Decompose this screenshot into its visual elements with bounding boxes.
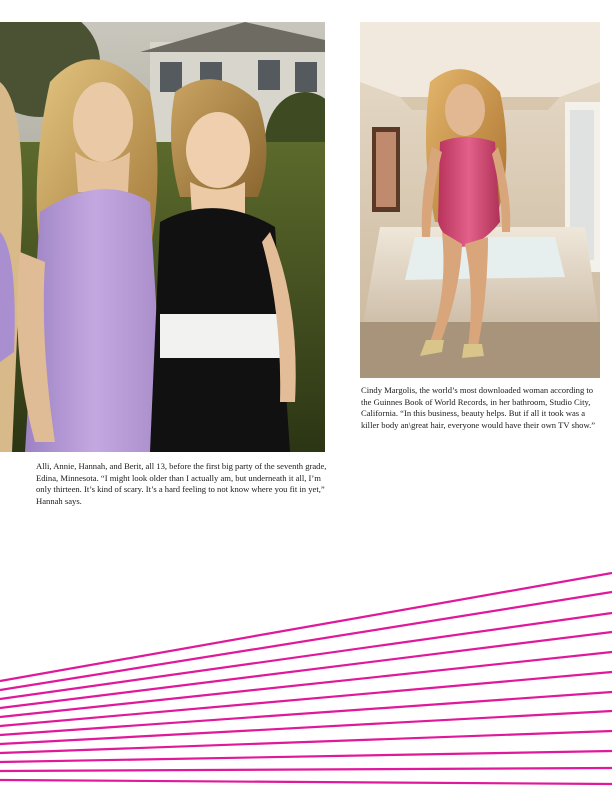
photo-woman-bathroom [360,22,600,378]
photo-caption-left: Alli, Annie, Hannah, and Berit, all 13, before the first big party of the seventh grade, Edina, Minnesota. “I might look older than I actually am, but underneath it all, I’m only thirteen. It’s kind of scary. It’s a hard feeling to not know where you fit in yet,” Hannah says. [36,461,327,506]
woman-in-bathroom-photo [360,22,600,378]
teen-girls-party-photo [0,22,325,452]
photo-caption-right: Cindy Margolis, the world’s most downloaded woman according to the Guinnes Book of World Records, in her bathroom, Studio City, California. “In this business, beauty helps. But if all it took was a killer body an\great hair, everyone would have their own TV show.” [361,385,596,430]
stripe-line [0,731,612,753]
stripe-line [0,780,612,784]
stripe-line [0,632,612,708]
stripe-line [0,751,612,762]
decorative-stripes [0,560,612,792]
stripe-line [0,652,612,717]
photo-teen-girls [0,22,325,452]
stripe-line [0,768,612,771]
stripe-line [0,592,612,690]
